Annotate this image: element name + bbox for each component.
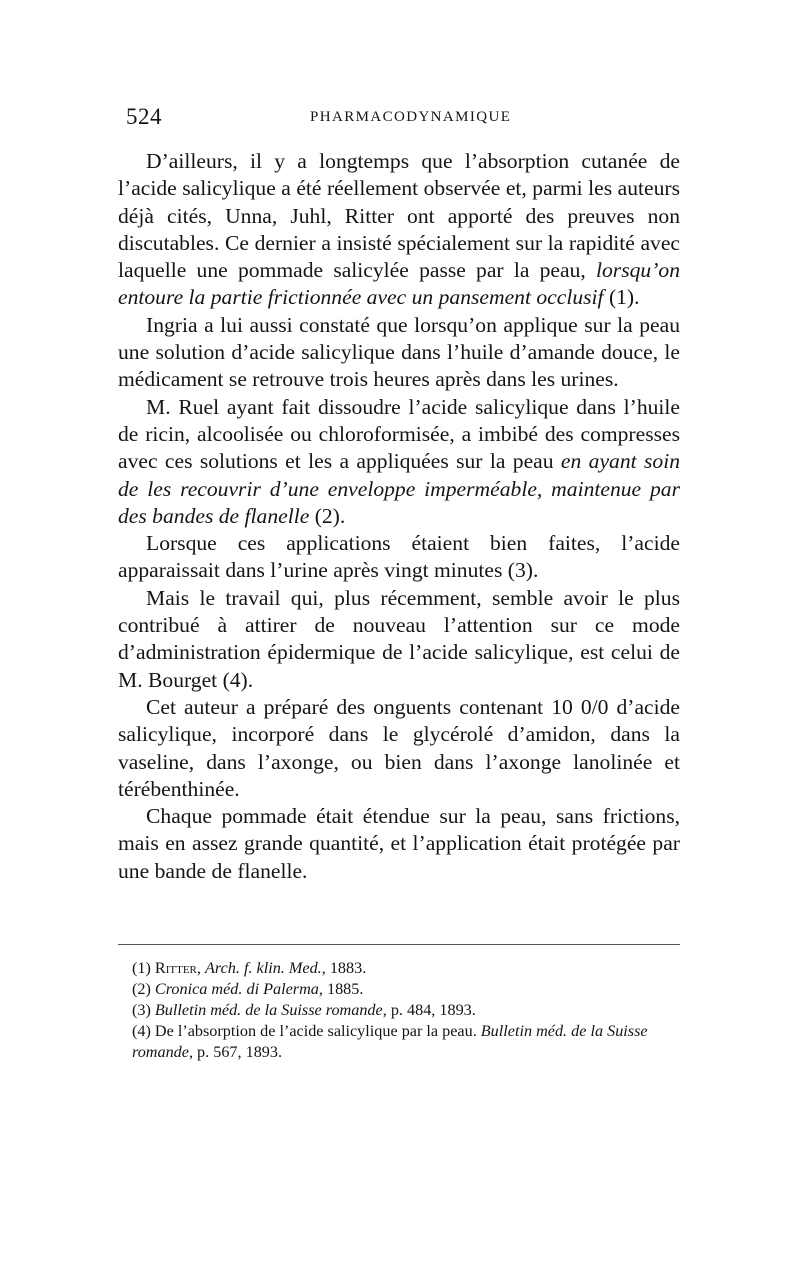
footnote-author: Ritter [154,959,197,977]
footnote-2 [118,979,680,1000]
footnote-number: (3) [132,1001,155,1019]
running-head: PHARMACODYNAMIQUE [310,109,512,125]
body-text [118,148,680,885]
footnote-details: , p. 567, 1893. [188,1043,283,1061]
footnote-separator: , [196,959,205,977]
footnote-details: , p. 484, 1893. [382,1001,476,1019]
footnote-source: Bulletin méd. de la Suisse romande [154,1001,383,1019]
footnote-4 [118,1021,680,1063]
footnote-details: , 1883. [321,959,367,977]
paragraph-2-text: Ingria a lui aussi constaté que lorsqu’on applique sur la peau une solution d’acide salicylique dans l’huile d’amande douce, le médicament se retrouve trois heures après dans les urines. [118,312,680,392]
paragraph-2 [118,312,680,394]
footnote-1 [118,958,680,979]
paragraph-3 [118,394,680,530]
paragraph-3-text: M. Ruel ayant fait dissoudre l’acide salicylique dans l’huile de ricin, alcoolisée ou chloroformisée, a imbibé des compresses avec ces solutions et les a appliquées sur la peau [118,394,680,474]
paragraph-4 [118,530,680,585]
footnote-divider [118,944,680,945]
paragraph-3-italic: en ayant soin de les recouvrir d’une enveloppe imperméable, maintenue par des bandes de flanelle [118,449,680,528]
footnote-number: (2) [132,980,155,998]
paragraph-6 [118,694,680,803]
paragraph-1-end: (1). [603,285,640,310]
footnote-3 [118,1000,680,1021]
page-header [120,104,680,134]
footnote-source: Cronica méd. di Palerma [154,980,319,998]
footnote-source: Arch. f. klin. Med. [204,959,322,977]
paragraph-1 [118,148,680,312]
footnote-title: De l’absorption de l’acide salicylique par la peau. [154,1022,481,1040]
paragraph-6-text: Cet auteur a préparé des onguents contenant 10 0/0 d’acide salicylique, incorporé dans le glycérolé d’amidon, dans la vaseline, dans l’axonge, ou bien dans l’axonge lanolinée et térébenthinée. [118,694,680,801]
footnote-details: , 1885. [318,980,364,998]
footnote-source: Bulletin méd. de la Suisse romande [132,1022,648,1061]
paragraph-1-text: D’ailleurs, il y a longtemps que l’absorption cutanée de l’acide salicylique a été réellement observée et, parmi les auteurs déjà cités, Unna, Juhl, Ritter ont apporté des preuves non discutables. Ce dernier a insisté spécialement sur la rapidité avec laquelle une pommade salicylée passe par la peau, [118,149,680,283]
footnote-number: (4) [132,1022,155,1040]
paragraph-5 [118,585,680,694]
paragraph-4-text: Lorsque ces applications étaient bien faites, l’acide apparaissait dans l’urine après vingt minutes (3). [118,531,680,583]
footnotes [118,958,680,1063]
paragraph-1-italic: lorsqu’on entoure la partie frictionnée avec un pansement occlusif [118,258,680,310]
paragraph-7-text: Chaque pommade était étendue sur la peau, sans frictions, mais en assez grande quantité, et l’application était protégée par une bande de flanelle. [118,804,680,883]
paragraph-5-text: Mais le travail qui, plus récemment, semble avoir le plus contribué à attirer de nouveau l’attention sur ce mode d’administration épidermique de l’acide salicylique, est celui de M. Bourget (4). [118,585,680,692]
page-number: 524 [126,104,162,129]
footnote-number: (1) [132,959,155,977]
paragraph-7 [118,803,680,885]
paragraph-3-end: (2). [309,503,346,528]
